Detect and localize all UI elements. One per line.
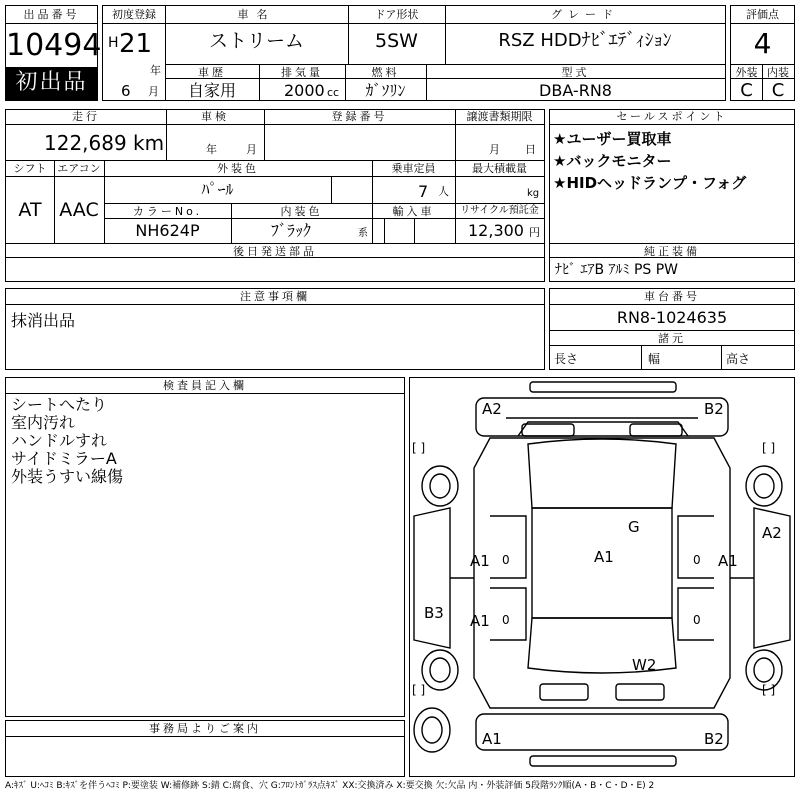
chassis-box — [549, 288, 795, 370]
mark-right-rear-zero: 0 — [693, 613, 701, 627]
capacity-header: 乗車定員 — [391, 162, 436, 175]
first-reg-header: 初度登録 — [112, 8, 156, 21]
transfer-month: 月 — [489, 143, 500, 156]
mark-rear-left: A1 — [482, 730, 502, 748]
genuine-equipment: ﾅﾋﾞ ｴｱB ｱﾙﾐ PS PW — [555, 262, 679, 278]
score: 4 — [753, 27, 772, 60]
inspection-header: 車検 — [201, 110, 229, 123]
mark-right-panel: A2 — [762, 524, 782, 542]
inspector-note-4: サイドミラーA — [11, 449, 117, 468]
fuel: ｶﾞｿﾘﾝ — [365, 81, 406, 100]
lot-box — [5, 5, 102, 101]
inspector-note-1: シートへたり — [11, 395, 108, 414]
dim-width: 幅 — [648, 352, 661, 366]
reg-era: H — [108, 35, 119, 51]
reg-no-header: 登録番号 — [331, 110, 388, 123]
inspection-month: 月 — [246, 143, 257, 156]
legend: A:ｷｽﾞ U:ﾍｺﾐ B:ｷｽﾞを伴うﾍｺﾐ P:要塗装 W:補修跡 S:錆 C:腐食、穴 G:ﾌﾛﾝﾄｶﾞﾗｽ点ｷｽﾞ XX:交換済み X:要交換 欠:欠品 内・外装評価 5段階ﾗﾝｸ順(A・B・C・D・E) 2 — [5, 781, 655, 791]
later-parts-header: 後日発送部品 — [233, 245, 317, 258]
reg-year-unit: 年 — [150, 64, 161, 77]
car-diagram — [409, 377, 795, 777]
interior-header: 内装 — [767, 66, 789, 79]
ext-color-header: 外装色 — [217, 162, 259, 175]
bracket-right-top: [ ] — [762, 441, 776, 455]
load-unit: kg — [527, 188, 540, 199]
mark-rear-right: B2 — [704, 730, 724, 748]
grade-header: グレード — [551, 8, 619, 21]
inspection-year: 年 — [206, 143, 217, 156]
max-load-header: 最大積載量 — [472, 162, 527, 175]
int-color-header: 内装色 — [280, 205, 323, 218]
mileage-value: 122,689 — [44, 131, 127, 155]
displacement-header: 排気量 — [281, 66, 323, 79]
int-color-suffix: 系 — [358, 228, 368, 239]
sale-point-1: ★ユーザー買取車 — [553, 130, 672, 148]
sale-point-2: ★バックモニター — [553, 152, 672, 170]
history: 自家用 — [187, 81, 236, 100]
office-box — [5, 720, 405, 777]
notes: 抹消出品 — [11, 311, 76, 330]
mark-left-front-door: A1 — [470, 552, 490, 570]
inspector-note-3: ハンドルすれ — [11, 431, 108, 450]
sale-points-header: セールスポイント — [616, 110, 728, 123]
recycle-unit: 円 — [529, 226, 540, 239]
mark-rear-glass: W2 — [632, 656, 657, 674]
inspector-box — [5, 377, 405, 717]
dim-length: 長さ — [554, 352, 579, 366]
mark-left-panel: B3 — [424, 604, 444, 622]
model: DBA-RN8 — [539, 81, 612, 100]
chassis-header: 車台番号 — [644, 290, 700, 303]
reg-year: 21 — [119, 29, 153, 59]
shift: AT — [18, 199, 42, 221]
mark-roof: A1 — [594, 548, 614, 566]
mark-front-left: A2 — [482, 400, 502, 418]
aircon: AAC — [59, 199, 99, 221]
transfer-header: 譲渡書類期限 — [466, 110, 533, 123]
displacement: 2000 — [284, 81, 325, 100]
main-top-box — [102, 5, 726, 101]
genuine-equipment-header: 純正装備 — [644, 245, 700, 258]
score-box — [730, 5, 795, 101]
mark-left-rear-zero: 0 — [502, 613, 510, 627]
notes-header: 注意事項欄 — [240, 290, 310, 303]
mark-windshield: G — [628, 518, 640, 536]
car-name: ストリーム — [208, 30, 304, 52]
bracket-right-bottom: [ ] — [762, 683, 776, 697]
shift-header: シフト — [13, 162, 47, 175]
mark-right-front-door: A1 — [718, 552, 738, 570]
bracket-left-bottom: [ ] — [412, 683, 426, 697]
door-type: 5SW — [375, 30, 418, 52]
int-color: ﾌﾞﾗｯｸ — [270, 221, 311, 240]
recycle-header: リサイクル預託金 — [460, 205, 539, 216]
office-header: 事務局よりご案内 — [149, 722, 261, 735]
specs-box — [5, 109, 545, 282]
reg-month: 6 — [121, 82, 131, 100]
car-name-header: 車名 — [237, 8, 276, 21]
first-listing-badge: 初出品 — [6, 67, 97, 100]
inspector-note-2: 室内汚れ — [11, 413, 76, 432]
mark-right-front-zero: 0 — [693, 553, 701, 567]
import-header: 輸入車 — [392, 205, 435, 218]
transfer-day: 日 — [525, 143, 536, 156]
dim-height: 高さ — [726, 352, 751, 366]
displacement-unit: cc — [327, 86, 340, 99]
fuel-header: 燃料 — [371, 66, 400, 79]
inspector-note-5: 外装うすい線傷 — [11, 467, 124, 486]
model-header: 型式 — [561, 66, 590, 79]
interior-grade: C — [771, 80, 785, 101]
capacity: 7 — [418, 182, 429, 201]
reg-month-unit: 月 — [148, 85, 159, 98]
color-no: NH624P — [135, 221, 200, 240]
mark-left-rear-door: A1 — [470, 612, 490, 630]
mileage-unit: km — [133, 131, 165, 155]
score-header: 評価点 — [746, 8, 779, 21]
dimensions-header: 諸元 — [658, 332, 686, 345]
inspector-header: 検査員記入欄 — [163, 379, 247, 392]
mark-left-front-zero: 0 — [502, 553, 510, 567]
recycle: 12,300 — [468, 221, 524, 240]
color-no-header: カラーNo. — [132, 205, 203, 218]
chassis-no: RN8-1024635 — [616, 308, 728, 327]
car-outline — [410, 378, 794, 776]
notes-box — [5, 288, 545, 370]
door-header: ドア形状 — [374, 8, 419, 21]
sale-point-3: ★HIDヘッドランプ・フォグ — [553, 174, 747, 192]
ext-color: ﾊﾟｰﾙ — [201, 180, 234, 199]
history-header: 車歴 — [198, 66, 226, 79]
lot-header: 出品番号 — [23, 8, 80, 21]
exterior-grade: C — [740, 80, 753, 101]
exterior-header: 外装 — [735, 66, 758, 79]
capacity-unit: 人 — [438, 185, 449, 198]
mileage-header: 走行 — [72, 110, 100, 123]
aircon-header: エアコン — [57, 162, 101, 175]
grade: RSZ HDDﾅﾋﾞｴﾃﾞｨｼｮﾝ — [498, 30, 672, 51]
bracket-left-top: [ ] — [412, 441, 426, 455]
lot-number: 10494 — [6, 28, 102, 63]
mark-front-right: B2 — [704, 400, 724, 418]
sale-points-box — [549, 109, 795, 282]
